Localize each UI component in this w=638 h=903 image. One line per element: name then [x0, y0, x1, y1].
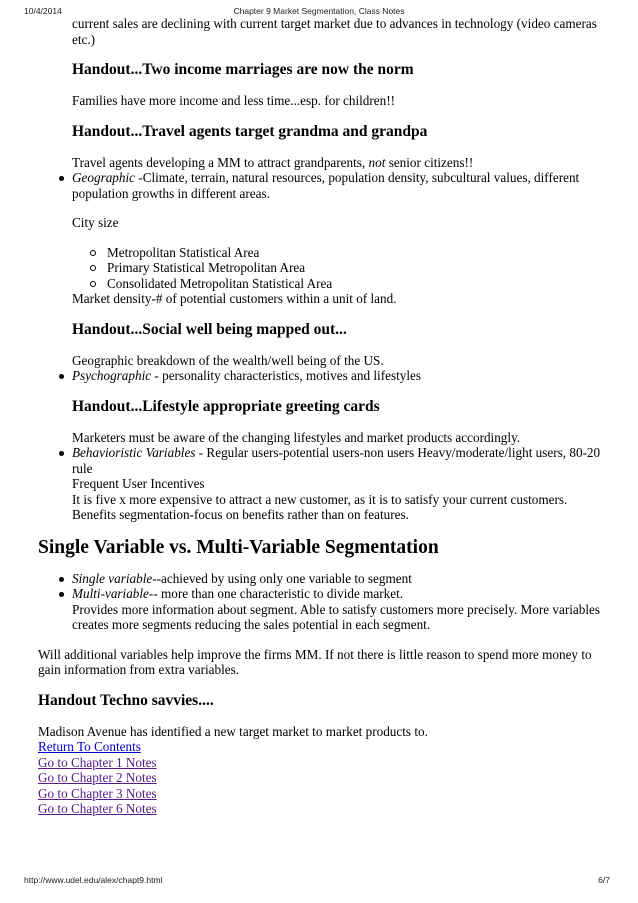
text-benefits: Benefits segmentation-focus on benefits rather than on features.: [72, 507, 409, 522]
term-multi-variable: Multi-variable: [72, 586, 149, 601]
text-travel-agents: Travel agents developing a MM to attract grandparents, not senior citizens!!: [72, 154, 474, 170]
segmentation-bases-list: [38, 170, 608, 523]
text-madison-avenue: Madison Avenue has identified a new target market to market products to.: [38, 723, 428, 739]
term-behavioristic: Behavioristic Variables: [72, 445, 196, 460]
text-two-income: Families have more income and less time...esp. for children!!: [72, 93, 395, 108]
link-chapter-3[interactable]: Go to Chapter 3 Notes: [38, 785, 157, 801]
list-item: Primary Statistical Metropolitan Area: [72, 260, 608, 276]
city-size-list: [72, 245, 608, 292]
link-chapter-2[interactable]: Go to Chapter 2 Notes: [38, 770, 157, 785]
term-geographic: Geographic: [72, 170, 135, 185]
text-multi-more: Provides more information about segment. Able to satisfy customers more precisely. More variables creates more segments reducing the sales potential in each segment.: [72, 601, 600, 632]
link-return-to-contents[interactable]: Return To Contents: [38, 739, 141, 754]
list-item: Consolidated Metropolitan Statistical Area: [72, 276, 608, 292]
link-chapter-1[interactable]: Go to Chapter 1 Notes: [38, 754, 157, 770]
variable-list: [38, 571, 608, 633]
text-additional-variables: Will additional variables help improve the firms MM. If not there is little reason to spend more money to gain information from extra variables.: [38, 646, 592, 677]
text-city-size: City size: [72, 215, 119, 230]
document-body: [38, 16, 608, 817]
print-date: 10/4/2014: [24, 6, 62, 16]
term-single-variable: Single variable: [72, 570, 153, 586]
list-item-behavioristic: Behavioristic Variables - Regular users-potential users-non users Heavy/moderate/light users, 80-20 rule Frequent User Incentives It is five x more expensive to attract a new customer, as it is to satisfy your current customers. Benefits segmentation-focus on benefits rather than on features.: [38, 445, 608, 523]
list-item-single-variable: Single variable--achieved by using only one variable to segment: [38, 571, 608, 587]
text-lifestyle: Marketers must be aware of the changing lifestyles and market products accordingly.: [72, 429, 521, 445]
navigation-links: [38, 739, 608, 817]
print-title: Chapter 9 Market Segmentation, Class Notes: [233, 6, 405, 16]
heading-single-vs-multi: Single Variable vs. Multi-Variable Segmentation: [38, 536, 439, 558]
print-page-number: 6/7: [598, 875, 610, 885]
heading-travel-agents: Handout...Travel agents target grandma and grandpa: [72, 122, 428, 140]
list-item-psychographic: Psychographic - personality characteristics, motives and lifestyles Handout...Lifestyle appropriate greeting cards Marketers must be aware of the changing lifestyles and market products accordingly.: [38, 368, 608, 445]
list-item-geographic: Geographic -Climate, terrain, natural resources, population density, subcultural values, different population growths in different areas. City size Metropolitan Statistical Area Primary Statistical Metropolitan Area Consolidated Metropolitan Statistical Area Market density-# of potential customers within a unit of land. Handout...Social well being mapped out... Geographic breakdown of the wealth/well being of the US.: [38, 170, 608, 368]
print-url: http://www.udel.edu/alex/chapt9.html: [24, 875, 163, 885]
heading-techno-savvies: Handout Techno savvies....: [38, 691, 214, 709]
text-social-well-being: Geographic breakdown of the wealth/well being of the US.: [72, 352, 384, 368]
list-item: Metropolitan Statistical Area: [72, 245, 608, 261]
text-frequent-user: Frequent User Incentives: [72, 476, 205, 491]
link-chapter-6[interactable]: Go to Chapter 6 Notes: [38, 801, 157, 816]
text-five-x: It is five x more expensive to attract a new customer, as it is to satisfy your current customers.: [72, 491, 568, 507]
intro-text: current sales are declining with current target market due to advances in technology (video cameras etc.): [72, 16, 597, 47]
heading-social-well-being: Handout...Social well being mapped out...: [72, 320, 347, 338]
list-item-multi-variable: Multi-variable-- more than one characteristic to divide market. Provides more information about segment. Able to satisfy customers more precisely. More variables creates more segments reducing the sales potential in each segment.: [38, 586, 608, 633]
heading-lifestyle-cards: Handout...Lifestyle appropriate greeting cards: [72, 397, 380, 415]
heading-two-income: Handout...Two income marriages are now the norm: [72, 61, 414, 78]
term-psychographic: Psychographic: [72, 368, 152, 383]
text-market-density: Market density-# of potential customers within a unit of land.: [72, 291, 397, 306]
